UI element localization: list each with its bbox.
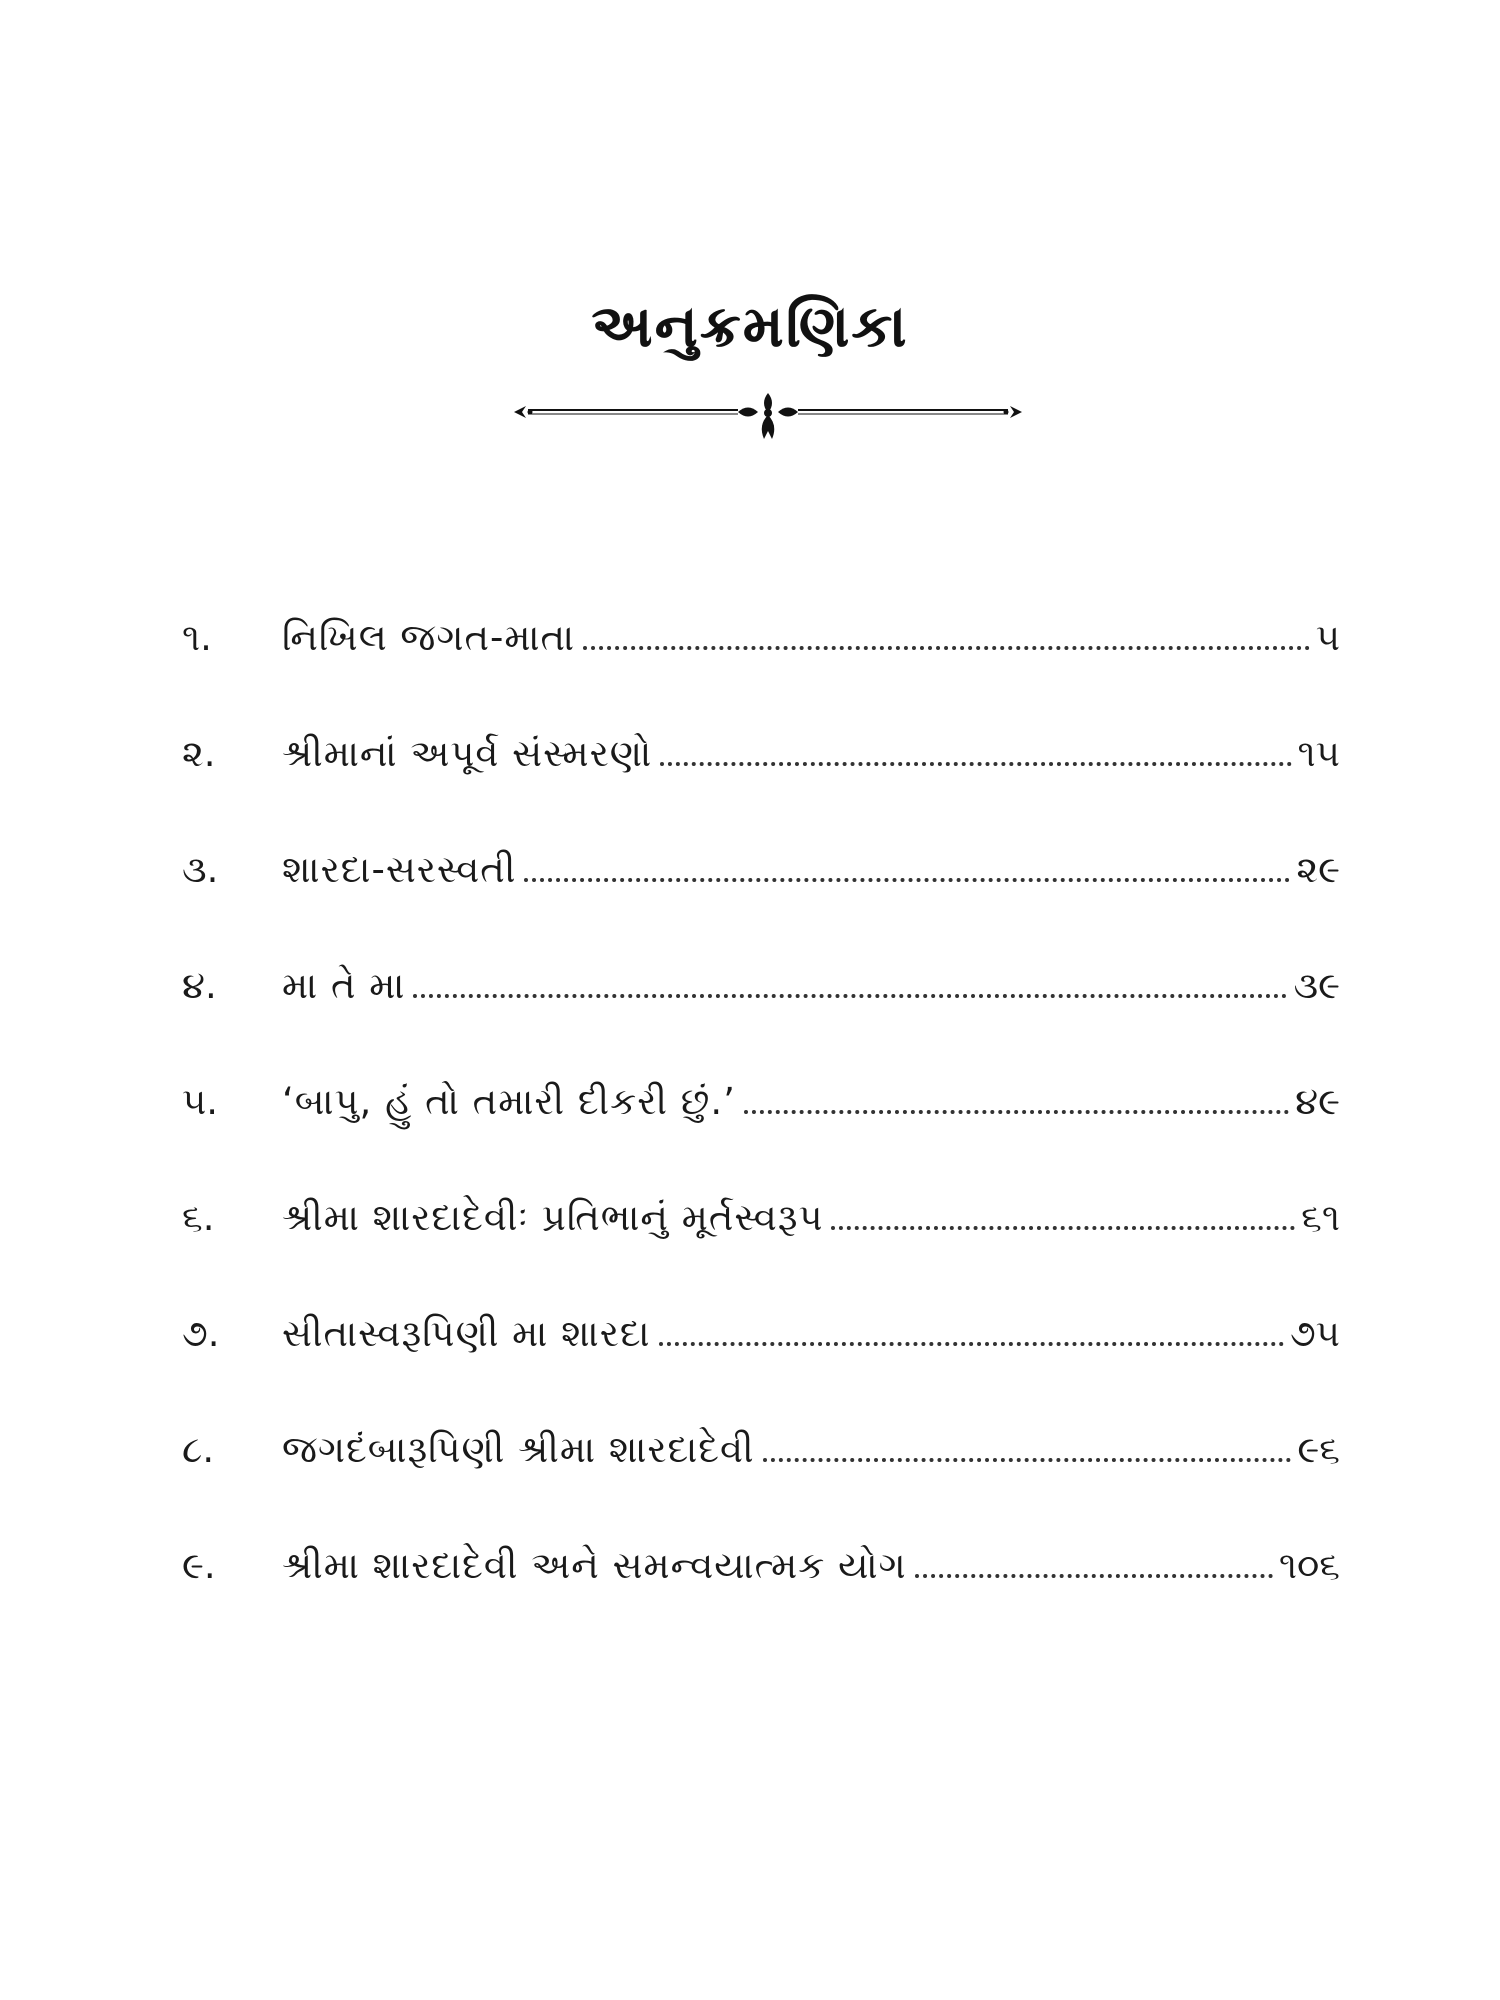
toc-entry (182, 1160, 1340, 1276)
dot-leader (524, 878, 1290, 882)
toc-entry-number: ૪. (182, 964, 217, 1007)
toc-entry-page: ૯૬ (1297, 1428, 1340, 1471)
toc-entry (182, 1044, 1340, 1160)
toc-entry (182, 580, 1340, 696)
toc-entry-title: શ્રીમા શારદાદેવીઃ પ્રતિભાનું મૂર્તસ્વરૂપ (282, 1196, 824, 1239)
toc-entry-title: શ્રીમાનાં અપૂર્વ સંસ્મરણો (282, 732, 653, 775)
toc-entry-page: ૬૧ (1301, 1196, 1340, 1239)
dot-leader (744, 1110, 1289, 1114)
dot-leader (583, 646, 1310, 650)
dot-leader (659, 1342, 1284, 1346)
toc-entry-title: શારદા-સરસ્વતી (282, 848, 517, 891)
toc-entry (182, 1392, 1340, 1508)
toc-entry-page: ૧૦૬ (1278, 1544, 1340, 1587)
toc-entry (182, 928, 1340, 1044)
toc-entry-title: મા તે મા (282, 964, 406, 1007)
toc-entry (182, 696, 1340, 812)
toc-entry-page: ૧૫ (1297, 732, 1340, 775)
toc-entry (182, 1508, 1340, 1624)
dot-leader (763, 1458, 1292, 1462)
toc-entry-number: ૮. (182, 1428, 215, 1471)
toc-entry-number: ૯. (182, 1544, 216, 1587)
toc-entry-page: ૨૯ (1296, 848, 1340, 891)
table-of-contents (182, 580, 1340, 1624)
toc-entry-page: ૭૫ (1289, 1312, 1340, 1355)
dot-leader (831, 1226, 1295, 1230)
dot-leader (660, 762, 1291, 766)
toc-entry-number: ૫. (182, 1080, 219, 1123)
toc-entry-title: સીતાસ્વરૂપિણી મા શારદા (282, 1312, 651, 1355)
toc-entry (182, 1276, 1340, 1392)
dot-leader (413, 994, 1287, 998)
toc-entry-number: ૨. (182, 732, 216, 775)
toc-entry-page: ૩૯ (1293, 964, 1340, 1007)
dot-leader (915, 1574, 1273, 1578)
toc-entry-title: નિખિલ જગત-માતા (282, 616, 576, 659)
toc-entry-title: શ્રીમા શારદાદેવી અને સમન્વયાત્મક યોગ (282, 1544, 907, 1587)
toc-entry-number: ૭. (182, 1312, 220, 1355)
toc-entry-page: ૫ (1315, 616, 1340, 659)
page-title: અનુક્રમણિકા (591, 292, 909, 360)
toc-entry-title: જગદંબારૂપિણી શ્રીમા શારદાદેવી (282, 1428, 755, 1471)
toc-entry-number: ૩. (182, 848, 219, 891)
toc-entry (182, 812, 1340, 928)
toc-entry-page: ૪૯ (1295, 1080, 1340, 1123)
toc-entry-title: ‘બાપુ, હું તો તમારી દીકરી છું.’ (282, 1080, 736, 1123)
toc-entry-number: ૬. (182, 1196, 215, 1239)
toc-entry-number: ૧. (182, 616, 212, 659)
decorative-divider-icon (508, 385, 1028, 445)
